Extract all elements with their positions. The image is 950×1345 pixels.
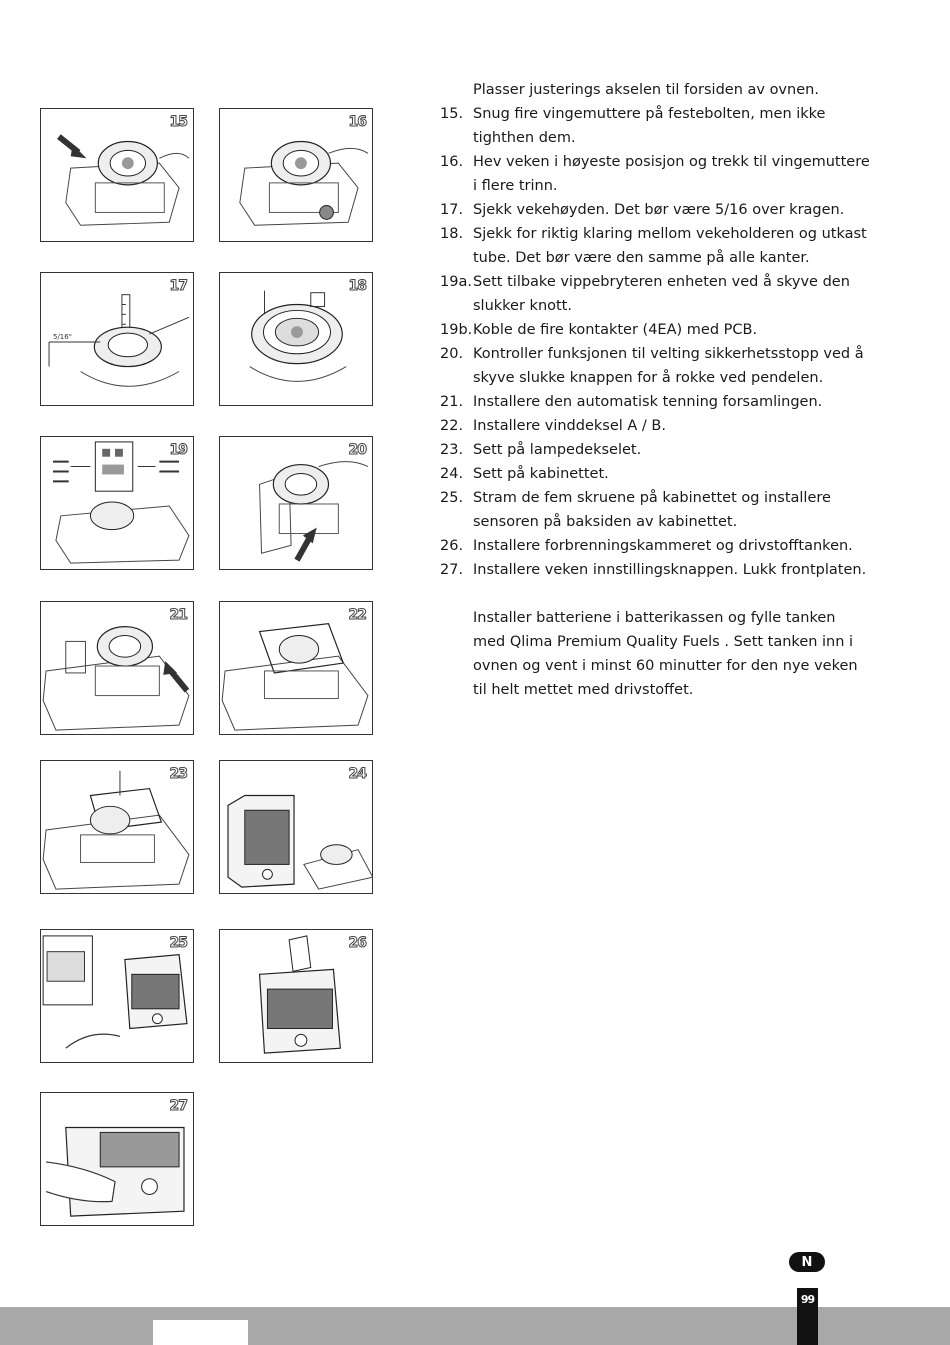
instruction-step [440, 270, 870, 318]
figure-24 [219, 760, 373, 894]
step-number: 15. [440, 106, 464, 122]
instruction-step [440, 102, 870, 150]
figure-17 [40, 272, 194, 406]
figure-number: 18 [348, 278, 366, 294]
instruction-step [440, 414, 870, 438]
instruction-lead: Plasser justerings akselen til forsiden av ovnen. [473, 82, 819, 98]
step-number: 27. [440, 562, 464, 578]
step-number: 21. [440, 394, 464, 410]
step-number: 25. [440, 490, 464, 506]
step-number: 26. [440, 538, 464, 554]
step-number: 16. [440, 154, 464, 170]
language-badge: N [789, 1252, 825, 1272]
instruction-step [440, 486, 870, 534]
figure-number: 23 [169, 766, 187, 782]
step-text: Sjekk vekehøyden. Det bør være 5/16 over kragen. [473, 202, 845, 218]
instruction-step [440, 438, 870, 462]
step-text: Sett på lampedekselet. [473, 442, 642, 458]
step-text: Installere forbrenningskammeret og drivstofftanken. [473, 538, 853, 554]
page-number: 99 [800, 1293, 815, 1306]
instruction-step [440, 342, 870, 390]
step-number: 19a. [440, 274, 472, 290]
figure-15 [40, 108, 194, 242]
step-number: 17. [440, 202, 464, 218]
figure-number: 27 [169, 1098, 187, 1114]
figure-18 [219, 272, 373, 406]
instruction-step [440, 150, 870, 198]
figure-number: 19 [169, 442, 187, 458]
step-text: Installere veken innstillingsknappen. Lukk frontplaten. [473, 562, 867, 578]
figure-16 [219, 108, 373, 242]
figure-number: 25 [169, 935, 187, 951]
step-number: 23. [440, 442, 464, 458]
step-text: Stram de fem skruene på kabinettet og installere sensoren på baksiden av kabinettet. [473, 490, 831, 530]
step-text: Snug fire vingemuttere på festebolten, men ikke tighthen dem. [473, 106, 826, 146]
step-text: Sjekk for riktig klaring mellom vekeholderen og utkast tube. Det bør være den samme på alle kanter. [473, 226, 867, 266]
footer-white-block [153, 1320, 248, 1345]
step-text: Installere vinddeksel A / B. [473, 418, 666, 434]
step-number: 20. [440, 346, 464, 362]
instruction-step [440, 318, 870, 342]
step-text: Installere den automatisk tenning forsamlingen. [473, 394, 823, 410]
figure-number: 17 [169, 278, 187, 294]
step-number: 19b. [440, 322, 473, 338]
closing-paragraph: Installer batteriene i batterikassen og fylle tanken med Qlima Premium Quality Fuels . Sett tanken inn i ovnen og vent i minst 60 minutter for den nye veken til helt mettet med drivstoffet. [473, 610, 858, 698]
figure-27 [40, 1092, 194, 1226]
instruction-list [440, 78, 870, 702]
instruction-step [440, 462, 870, 486]
figure-number: 24 [348, 766, 366, 782]
step-text: Sett tilbake vippebryteren enheten ved å skyve den slukker knott. [473, 274, 850, 314]
instruction-step [440, 558, 870, 582]
figure-number: 22 [348, 607, 366, 623]
figure-23 [40, 760, 194, 894]
measurement-label: 5/16" [53, 333, 72, 341]
instruction-step [440, 222, 870, 270]
step-text: Koble de fire kontakter (4EA) med PCB. [473, 322, 758, 338]
instruction-step [440, 198, 870, 222]
figure-number: 21 [169, 607, 187, 623]
instruction-step [440, 534, 870, 558]
figure-19 [40, 436, 194, 570]
figure-20 [219, 436, 373, 570]
instruction-step [440, 390, 870, 414]
figure-26 [219, 929, 373, 1063]
step-number: 24. [440, 466, 464, 482]
figure-25 [40, 929, 194, 1063]
step-number: 22. [440, 418, 464, 434]
figure-21 [40, 601, 194, 735]
figure-number: 16 [348, 114, 366, 130]
step-text: Kontroller funksjonen til velting sikkerhetsstopp ved å skyve slukke knappen for å rokke ved pendelen. [473, 346, 864, 386]
step-text: Sett på kabinettet. [473, 466, 609, 482]
figure-number: 20 [348, 442, 366, 458]
figure-22 [219, 601, 373, 735]
figure-number: 26 [348, 935, 366, 951]
step-number: 18. [440, 226, 464, 242]
figure-number: 15 [169, 114, 187, 130]
step-text: Hev veken i høyeste posisjon og trekk til vingemuttere i flere trinn. [473, 154, 870, 194]
